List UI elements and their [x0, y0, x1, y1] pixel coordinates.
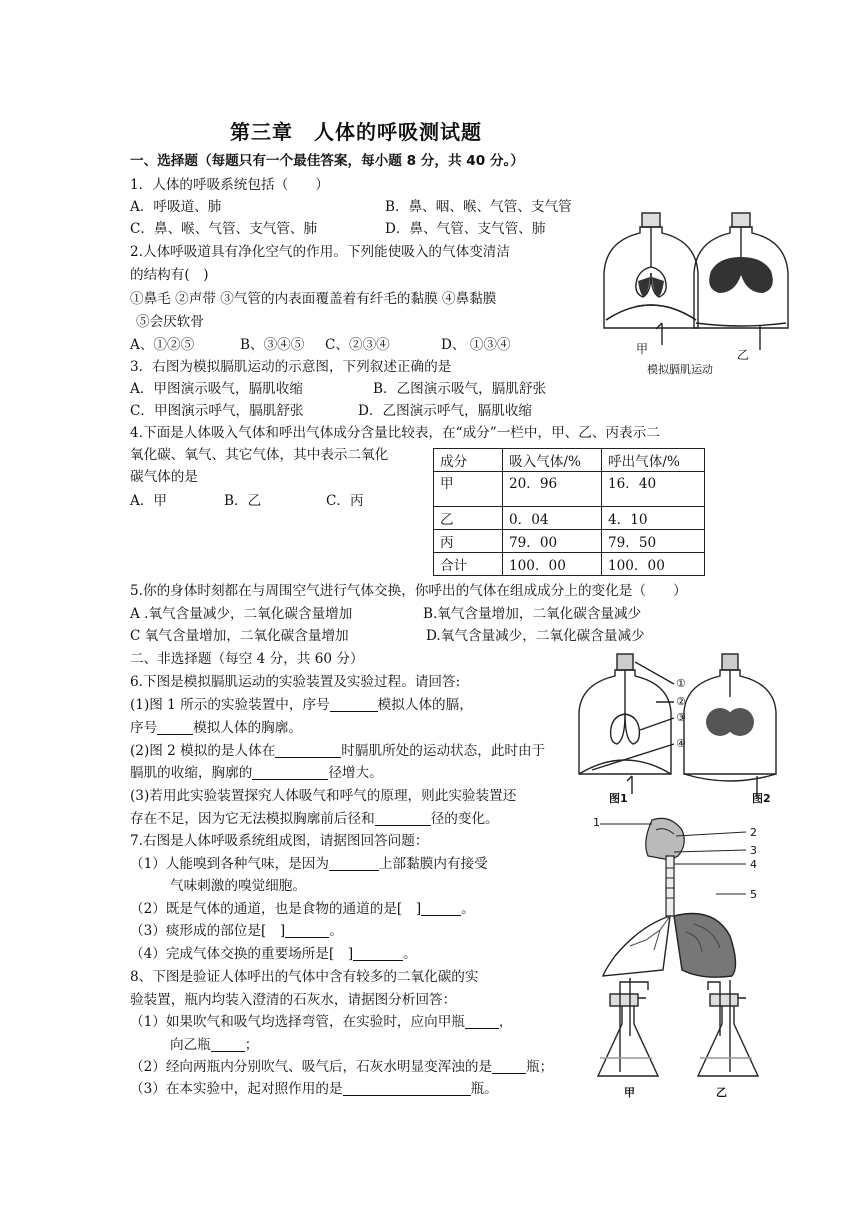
table-row: [434, 507, 705, 530]
question-2-option-a[interactable]: A、①②⑤: [130, 337, 195, 353]
answer-blank[interactable]: [285, 923, 329, 938]
question-3-option-d[interactable]: D．乙图演示呼气，膈肌收缩: [358, 403, 533, 419]
table-cell: 丙: [434, 530, 503, 553]
question-4-stem: 4.下面是人体吸入气体和呼出气体成分含量比较表，在“成分”一栏中，甲、乙、丙表示二: [130, 425, 660, 441]
question-5-option-b[interactable]: B.氧气含量增加，二氧化碳含量减少: [423, 606, 642, 622]
section-heading-nonchoice: 二、非选择题（每空 4 分，共 60 分）: [130, 651, 364, 667]
question-4-option-c[interactable]: C．丙: [326, 493, 364, 509]
table-cell: 100．00: [602, 553, 705, 576]
gas-composition-table: [433, 448, 705, 576]
figure-3-label-5: 5: [750, 888, 757, 901]
question-8-part-2: （2）经向两瓶内分别吹气、吸气后，石灰水明显变浑浊的是 瓶；: [130, 1059, 554, 1075]
question-7-part-4: （4）完成气体交换的重要场所是[ ] 。: [130, 946, 417, 962]
table-cell: 甲: [434, 472, 503, 507]
question-7-part-3: （3）痰形成的部位是[ ] 。: [130, 923, 343, 939]
answer-blank[interactable]: [353, 946, 403, 961]
respiratory-system-figure: [590, 812, 790, 977]
table-cell: 0．04: [503, 507, 602, 530]
figure-2-label-2: ②: [676, 695, 686, 708]
figure-1-label-yi: 乙: [737, 348, 750, 362]
answer-blank[interactable]: [275, 743, 341, 758]
figure-2-label-1: ①: [676, 677, 686, 690]
table-cell: 合计: [434, 553, 503, 576]
flask-figure: [594, 976, 774, 1086]
question-8-part-1-cont: 向乙瓶 ；: [170, 1037, 259, 1053]
table-header-row: [434, 449, 705, 472]
question-4-option-a[interactable]: A．甲: [130, 493, 168, 509]
question-8-part-1: （1）如果吹气和吸气均选择弯管，在实验时，应向甲瓶 ，: [130, 1014, 513, 1030]
question-6-line-3: (2)图 2 模拟的是人体在 时膈肌所处的运动状态，此时由于: [130, 743, 546, 759]
question-5-option-a[interactable]: A .氧气含量减少，二氧化碳含量增加: [130, 606, 353, 622]
figure-1-label-jia: 甲: [636, 342, 649, 356]
figure-3-label-3: 3: [750, 844, 757, 857]
question-5-option-d[interactable]: D.氧气含量减少，二氧化碳含量减少: [426, 628, 645, 644]
question-3-stem: 3．右图为模拟膈肌运动的示意图，下列叙述正确的是: [130, 359, 452, 375]
question-4-option-b[interactable]: B．乙: [224, 493, 262, 509]
question-8-stem-cont: 验装置，瓶内均装入澄清的石灰水，请据图分析回答：: [130, 992, 457, 1008]
figure-2-caption-1: 图1: [609, 792, 628, 805]
table-cell: 16．40: [602, 472, 705, 507]
answer-blank[interactable]: [329, 856, 379, 871]
section-heading-choice: 一、选择题（每题只有一个最佳答案，每小题 8 分，共 40 分。）: [130, 153, 524, 169]
answer-blank[interactable]: [492, 1059, 526, 1074]
bell-jar-figure-1: [600, 205, 790, 375]
figure-2-label-4: ④: [676, 737, 686, 750]
question-3-option-c[interactable]: C．甲图演示呼气，膈肌舒张: [130, 403, 304, 419]
figure-2-label-3: ③: [676, 711, 686, 724]
figure-4-label-yi: 乙: [716, 1086, 727, 1099]
figure-3-label-4: 4: [750, 858, 757, 871]
answer-blank[interactable]: [211, 1037, 245, 1052]
figure-2-caption-2: 图2: [752, 792, 771, 805]
table-row: [434, 472, 705, 507]
answer-blank[interactable]: [330, 697, 378, 712]
question-2-stem: 2.人体呼吸道具有净化空气的作用。下列能使吸入的气体变清洁: [130, 244, 510, 260]
figure-3-label-1: 1: [593, 816, 600, 829]
table-row: [434, 530, 705, 553]
table-header: 吸入气体/%: [503, 449, 602, 472]
figure-4-label-jia: 甲: [624, 1086, 635, 1099]
question-7-stem: 7.右图是人体呼吸系统组成图，请据图回答问题：: [130, 833, 429, 849]
answer-blank[interactable]: [465, 1014, 499, 1029]
table-header: 成分: [434, 449, 503, 472]
answer-blank[interactable]: [157, 720, 193, 735]
question-3-option-b[interactable]: B．乙图演示吸气，膈肌舒张: [373, 381, 547, 397]
question-8-stem: 8、下图是验证人体呼出的气体中含有较多的二氧化碳的实: [130, 969, 479, 985]
answer-blank[interactable]: [343, 1081, 471, 1096]
question-1-stem: 1．人体的呼吸系统包括（ ）: [130, 177, 329, 193]
answer-blank[interactable]: [421, 901, 461, 916]
question-1-option-c[interactable]: C．鼻、喉、气管、支气管、肺: [130, 221, 318, 237]
question-5-stem: 5.你的身体时刻都在与周围空气进行气体交换，你呼出的气体在组成成分上的变化是（ ）: [130, 583, 687, 599]
question-2-items-cont: ⑤会厌软骨: [136, 314, 204, 330]
figure-3-label-2: 2: [750, 826, 757, 839]
answer-blank[interactable]: [375, 811, 431, 826]
question-1-option-a[interactable]: A．呼吸道、肺: [130, 199, 222, 215]
question-4-stem-cont: 氧化碳、氧气、其它气体，其中表示二氧化: [130, 447, 389, 463]
answer-blank[interactable]: [252, 765, 328, 780]
bell-jar-figure-2: [572, 652, 802, 802]
question-6-line-2: 序号 模拟人体的胸廓。: [130, 720, 302, 736]
question-8-part-3: （3）在本实验中，起对照作用的是 瓶。: [130, 1081, 498, 1097]
question-6-line-4: 膈肌的收缩，胸廓的 径增大。: [130, 765, 383, 781]
question-3-option-a[interactable]: A．甲图演示吸气，膈肌收缩: [130, 381, 303, 397]
question-6-stem: 6.下图是模拟膈肌运动的实验装置及实验过程。请回答:: [130, 674, 461, 690]
table-header: 呼出气体/%: [602, 449, 705, 472]
question-2-items: ①鼻毛 ②声带 ③气管的内表面覆盖着有纤毛的黏膜 ④鼻黏膜: [130, 291, 497, 307]
page-title: 第三章 人体的呼吸测试题: [230, 120, 482, 144]
question-6-line-5: (3)若用此实验装置探究人体吸气和呼气的原理，则此实验装置还: [130, 788, 517, 804]
question-2-option-b[interactable]: B、③④⑤: [240, 337, 305, 353]
table-cell: 4．10: [602, 507, 705, 530]
table-cell: 100．00: [503, 553, 602, 576]
table-row: [434, 553, 705, 576]
question-4-stem-cont2: 碳气体的是: [130, 469, 198, 485]
question-1-option-b[interactable]: B．鼻、咽、喉、气管、支气管: [385, 199, 572, 215]
question-1-option-d[interactable]: D．鼻、气管、支气管、肺: [385, 221, 546, 237]
question-6-line-1: (1)图 1 所示的实验装置中，序号 模拟人体的膈，: [130, 697, 473, 713]
table-cell: 20．96: [503, 472, 602, 507]
question-7-part-2: （2）既是气体的通道，也是食物的通道的是[ ] 。: [130, 901, 475, 917]
question-5-option-c[interactable]: C 氧气含量增加，二氧化碳含量增加: [130, 628, 349, 644]
table-cell: 乙: [434, 507, 503, 530]
question-2-option-d[interactable]: D、 ①③④: [441, 337, 511, 353]
question-2-stem-cont: 的结构有( ): [130, 267, 209, 283]
question-7-part-1-cont: 气味刺激的嗅觉细胞。: [170, 878, 306, 894]
question-6-line-6: 存在不足，因为它无法模拟胸廓前后径和 径的变化。: [130, 811, 499, 827]
question-2-option-c[interactable]: C、②③④: [325, 337, 390, 353]
table-cell: 79．00: [503, 530, 602, 553]
question-7-part-1: （1）人能嗅到各种气味，是因为 上部黏膜内有接受: [130, 856, 488, 872]
figure-1-caption: 模拟膈肌运动: [647, 363, 713, 376]
table-cell: 79．50: [602, 530, 705, 553]
